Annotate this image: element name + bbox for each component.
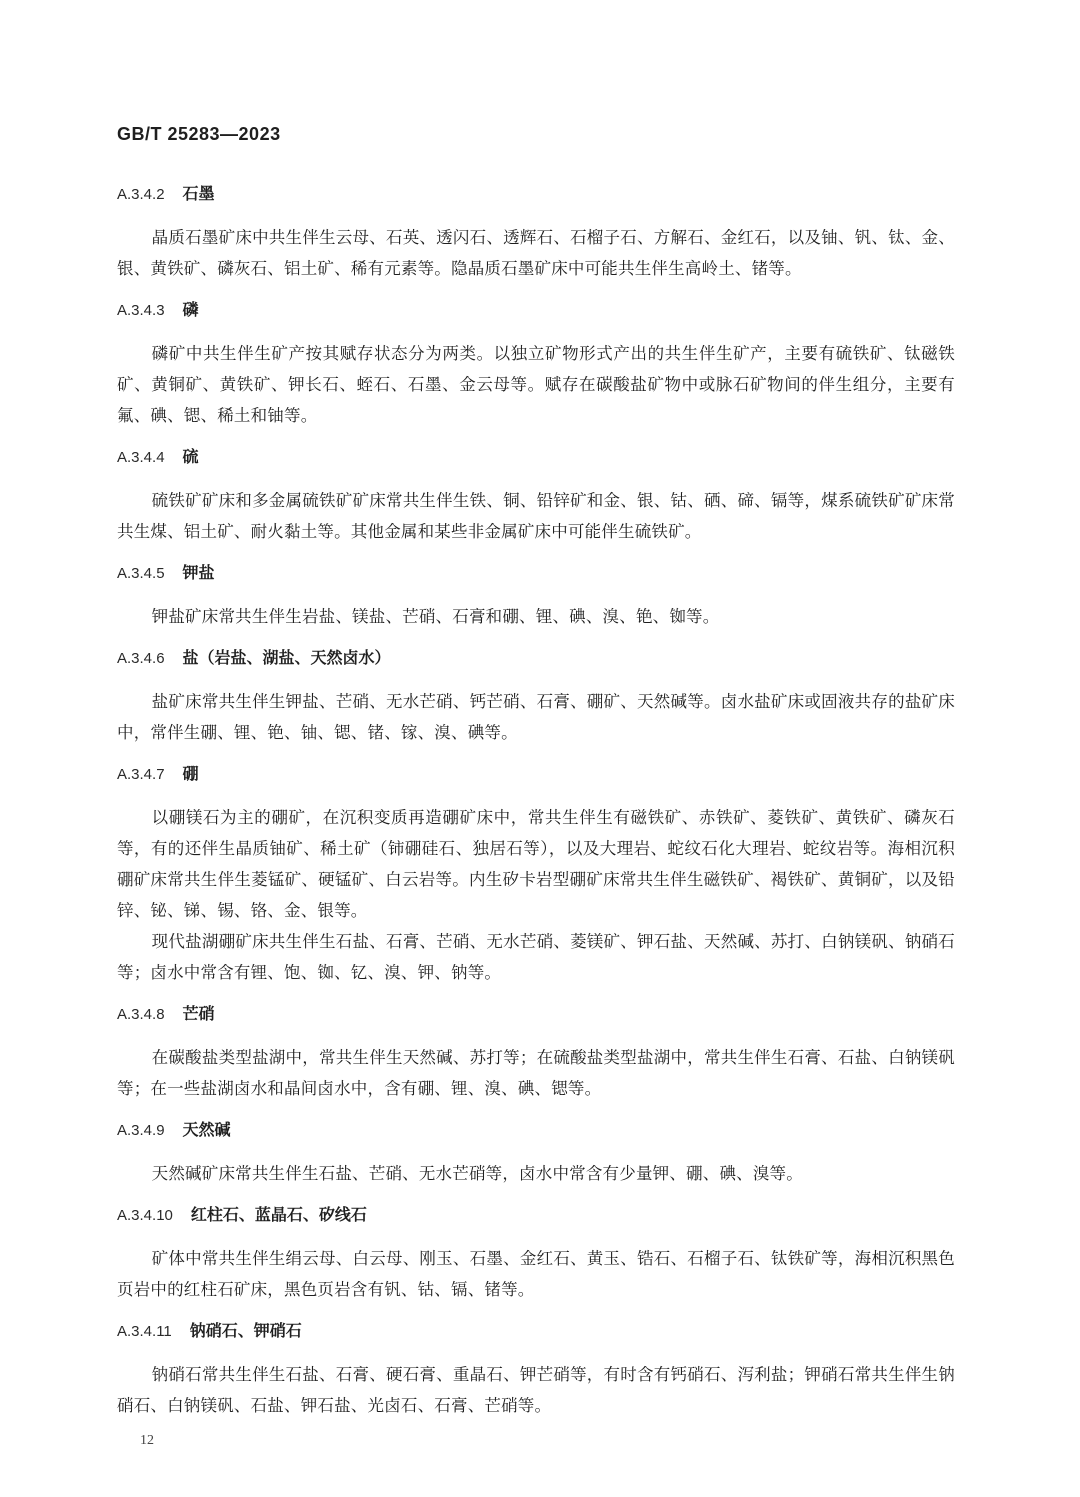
section-heading [117,1114,955,1150]
section-boron [117,758,955,992]
section-body [117,1235,955,1309]
section-heading [117,441,955,477]
section-number: A.3.4.2 [117,186,165,203]
section-graphite [117,178,955,288]
section-number: A.3.4.10 [117,1207,173,1224]
document-body [117,178,955,1425]
paragraph: 钾盐矿床常共生伴生岩盐、镁盐、芒硝、石膏和硼、锂、碘、溴、铯、铷等。 [151,607,720,626]
section-title: 盐（岩盐、湖盐、天然卤水） [182,648,391,667]
section-body [117,1034,955,1108]
paragraph: 硫铁矿矿床和多金属硫铁矿矿床常共生伴生铁、铜、铅锌矿和金、银、钴、硒、碲、镉等，煤系硫铁矿矿床常共生煤、铝土矿、耐火黏土等。其他金属和某些非金属矿床中可能伴生硫铁矿。 [117,491,955,541]
section-heading [117,178,955,214]
paragraph: 磷矿中共生伴生矿产按其赋存状态分为两类。以独立矿物形式产出的共生伴生矿产，主要有硫铁矿、钛磁铁矿、黄铜矿、黄铁矿、钾长石、蛭石、石墨、金云母等。赋存在碳酸盐矿物中或脉石矿物间的伴生组分，主要有氟、碘、锶、稀土和铀等。 [117,344,955,425]
section-title: 钾盐 [182,563,215,582]
section-body [117,477,955,551]
paragraph: 天然碱矿床常共生伴生石盐、芒硝、无水芒硝等，卤水中常含有少量钾、硼、碘、溴等。 [151,1164,803,1183]
section-title: 钠硝石、钾硝石 [189,1321,302,1340]
section-phosphorus [117,294,955,435]
section-potash [117,557,955,636]
section-number: A.3.4.4 [117,449,165,466]
section-title: 红柱石、蓝晶石、矽线石 [190,1205,367,1224]
section-nitrate [117,1315,955,1425]
section-number: A.3.4.8 [117,1006,165,1023]
section-body [117,1150,955,1193]
section-title: 硼 [182,764,199,783]
section-heading [117,294,955,330]
paragraph: 现代盐湖硼矿床共生伴生石盐、石膏、芒硝、无水芒硝、菱镁矿、钾石盐、天然碱、苏打、白钠镁矾、钠硝石等；卤水中常含有锂、饱、铷、钇、溴、钾、钠等。 [117,932,955,982]
section-number: A.3.4.7 [117,766,165,783]
section-body [117,678,955,752]
section-number: A.3.4.3 [117,302,165,319]
section-number: A.3.4.6 [117,650,165,667]
section-heading [117,557,955,593]
section-title: 磷 [182,300,199,319]
section-heading [117,1315,955,1351]
section-heading [117,758,955,794]
standard-number: GB/T 25283—2023 [117,124,281,144]
paragraph: 以硼镁石为主的硼矿，在沉积变质再造硼矿床中，常共生伴生有磁铁矿、赤铁矿、菱铁矿、黄铁矿、磷灰石等，有的还伴生晶质铀矿、稀土矿（铈硼硅石、独居石等），以及大理岩、蛇纹石化大理岩、蛇纹岩等。海相沉积硼矿床常共生伴生菱锰矿、硬锰矿、白云岩等。内生矽卡岩型硼矿床常共生伴生磁铁矿、褐铁矿、黄铜矿，以及铅锌、铋、锑、锡、铬、金、银等。 [117,808,955,920]
section-body [117,794,955,992]
section-number: A.3.4.9 [117,1122,165,1139]
section-number: A.3.4.5 [117,565,165,582]
section-sulfur [117,441,955,551]
paragraph: 在碳酸盐类型盐湖中，常共生伴生天然碱、苏打等；在硫酸盐类型盐湖中，常共生伴生石膏、石盐、白钠镁矾等；在一些盐湖卤水和晶间卤水中，含有硼、锂、溴、碘、锶等。 [117,1048,955,1098]
section-title: 芒硝 [182,1004,215,1023]
section-natural-soda [117,1114,955,1193]
section-body [117,1351,955,1425]
section-heading [117,1199,955,1235]
paragraph: 晶质石墨矿床中共生伴生云母、石英、透闪石、透辉石、石榴子石、方解石、金红石，以及铀、钒、钛、金、银、黄铁矿、磷灰石、铝土矿、稀有元素等。隐晶质石墨矿床中可能共生伴生高岭土、锗等。 [117,228,955,278]
section-title: 石墨 [182,184,215,203]
section-number: A.3.4.11 [117,1323,172,1340]
paragraph: 矿体中常共生伴生绢云母、白云母、刚玉、石墨、金红石、黄玉、锆石、石榴子石、钛铁矿等，海相沉积黑色页岩中的红柱石矿床，黑色页岩含有钒、钴、镉、锗等。 [117,1249,955,1299]
paragraph: 盐矿床常共生伴生钾盐、芒硝、无水芒硝、钙芒硝、石膏、硼矿、天然碱等。卤水盐矿床或固液共存的盐矿床中，常伴生硼、锂、铯、铀、锶、锗、镓、溴、碘等。 [117,692,955,742]
section-title: 硫 [182,447,199,466]
section-salt [117,642,955,752]
section-title: 天然碱 [182,1120,231,1139]
section-heading [117,998,955,1034]
section-heading [117,642,955,678]
section-body [117,214,955,288]
section-body [117,593,955,636]
section-andalusite [117,1199,955,1309]
section-mirabilite [117,998,955,1108]
section-body [117,330,955,435]
paragraph: 钠硝石常共生伴生石盐、石膏、硬石膏、重晶石、钾芒硝等，有时含有钙硝石、泻利盐；钾硝石常共生伴生钠硝石、白钠镁矾、石盐、钾石盐、光卤石、石膏、芒硝等。 [117,1365,955,1415]
page-number: 12 [140,1433,154,1448]
